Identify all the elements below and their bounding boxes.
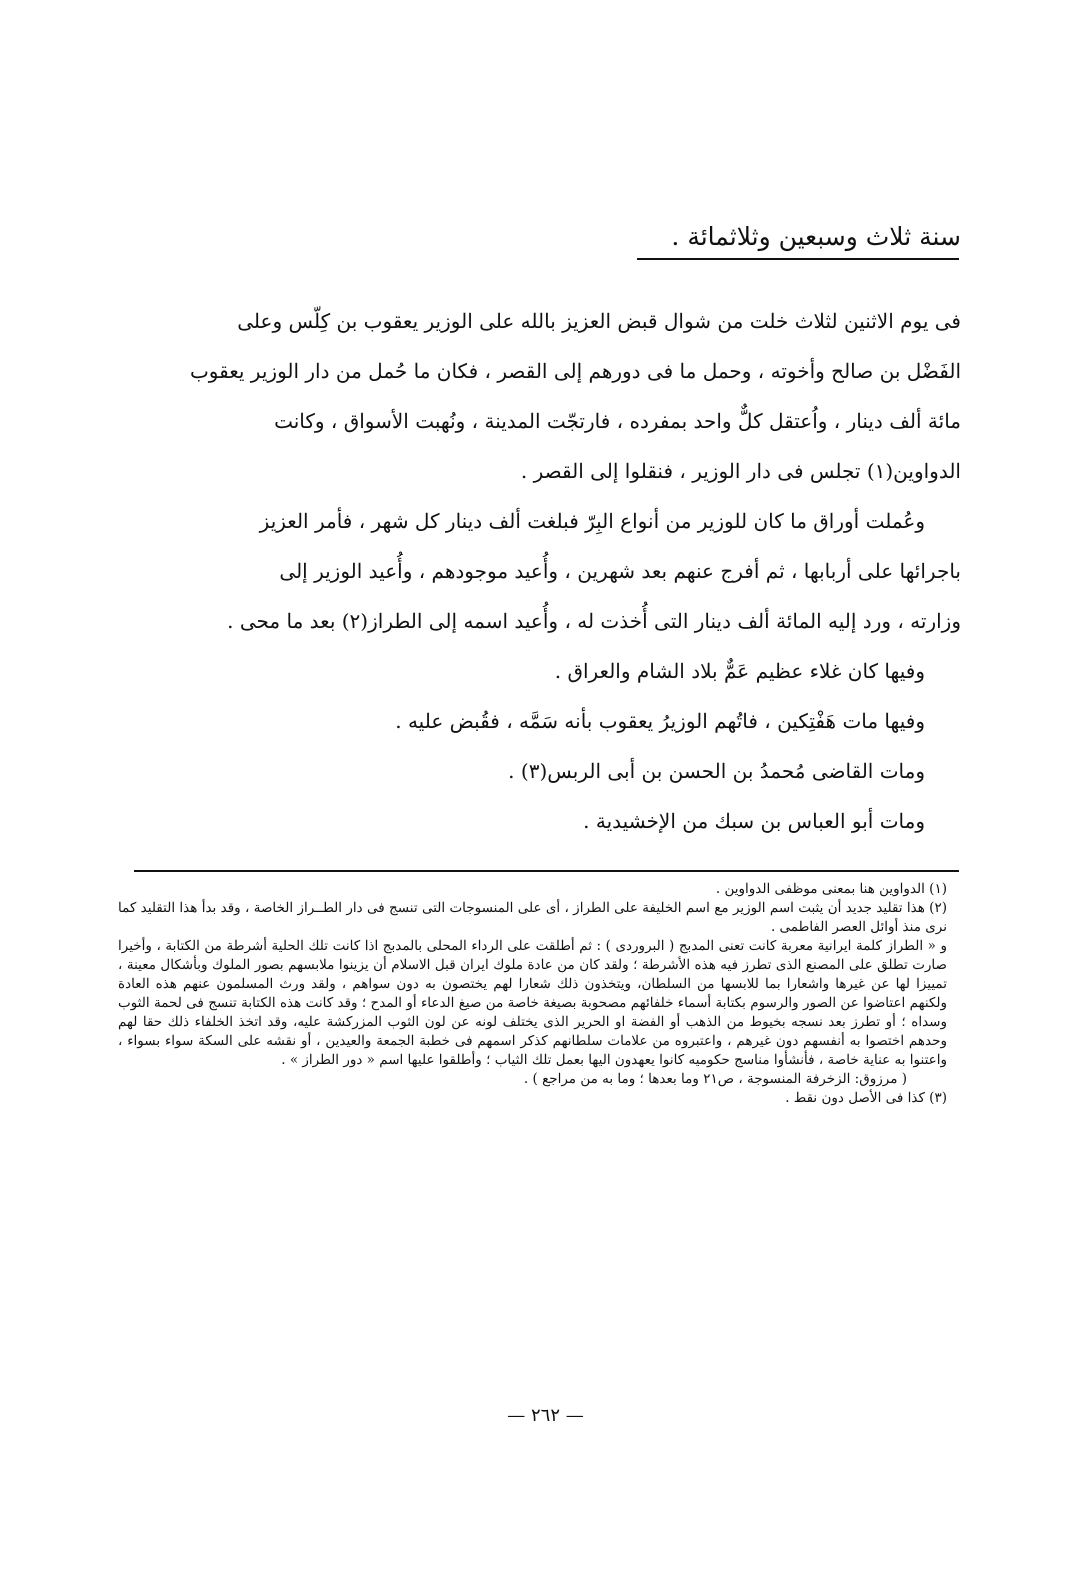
- footnote-2: (٢) هذا تقليد جديد أن يثبت اسم الوزير مع اسم الخليفة على الطراز ، أى على المنسوجات التى تنسج فى دار الطــراز الخاصة ، وقد بدأ هذا التقليد كما نرى منذ أوائل العصر الفاطمى .: [118, 900, 947, 935]
- footnotes: [118, 880, 961, 1108]
- text-line: الفَضْل بن صالح وأخوته ، وحمل ما فى دورهم إلى القصر ، فكان ما حُمل من دار الوزير يعقوب: [189, 359, 961, 383]
- footnote-2-tiraz: و « الطراز كلمة ايرانية معربة كانت تعنى المدبج ( البروردى ) : ثم أطلقت على الرداء المحلى بالمدبج اذا كانت تلك الحلية أشرطة من الكتابة ، وأخيرا صارت تطلق على المصنع الذى تطرز فيه هذه الأشرطة ؛ ولقد كان من عادة ملوك ايران قبل الاسلام أن يزينوا ملابسهم بصور الملوك وبأشكال معينة ، تمييزا لها عن غيرها واشعارا بما للابسها من السلطان، ويتخذون ذلك شعارا لهم يختصون به دون سواهم ، ولقد ورث المسلمون عنهم هذه العادة ولكنهم اعتاضوا عن الصور والرسوم بكتابة أسماء خلفائهم مصحوبة بصيغة خاصة من صيغ الدعاء أو المدح ؛ وقد كانت هذه الكتابة تنسج فى لحمة الثوب وسداه ؛ أو تطرز بعد نسجه بخيوط من الذهب أو الفضة او الحرير الذى يختلف لونه عن لون الثوب المزركشة عليه، وقد اتخذ الخلفاء ذلك حقا لهم وحدهم اختصوا به أنفسهم دون غيرهم ، واعتبروه من علامات سلطانهم كذكر اسمهم فى خطبة الجمعة والعيدين ، أو نقشه على السكة سواء بسواء ، واعتنوا به عناية خاصة ، فأنشأوا مناسج حكوميه كانوا يعهدون اليها بعمل تلك الثياب ؛ وأطلقوا عليها اسم « دور الطراز » .: [118, 938, 947, 1068]
- text-line: وفيها مات هَفْتِكين ، فاتُهم الوزيرُ يعقوب بأنه سَمَّه ، فقُبض عليه .: [395, 709, 925, 733]
- text-line: وعُملت أوراق ما كان للوزير من أنواع البِرّ فبلغت ألف دينار كل شهر ، فأمر العزيز: [259, 509, 925, 533]
- text-line: وزارته ، ورد إليه المائة ألف دينار التى أُخذت له ، وأُعيد اسمه إلى الطراز(٢) بعد ما محى .: [227, 609, 961, 633]
- footnote-3: (٣) كذا فى الأصل دون نقط .: [785, 1090, 947, 1106]
- heading-underline: [637, 258, 959, 260]
- section-heading: سنة ثلاث وسبعين وثلاثمائة .: [671, 222, 961, 251]
- main-text: [118, 296, 961, 846]
- text-line: باجرائها على أربابها ، ثم أفرج عنهم بعد شهرين ، وأُعيد موجودهم ، وأُعيد الوزير إلى: [279, 559, 961, 583]
- text-line: ومات القاضى مُحمدُ بن الحسن بن أبى الربس(٣) .: [508, 759, 925, 783]
- text-line: الدواوين(١) تجلس فى دار الوزير ، فنقلوا إلى القصر .: [520, 459, 961, 483]
- page-number: — ٢٦٢ —: [507, 1405, 584, 1426]
- footnote-1: (١) الدواوين هنا بمعنى موظفى الدواوين .: [715, 881, 947, 897]
- text-line: ومات أبو العباس بن سبك من الإخشيدية .: [583, 809, 925, 833]
- text-line: فى يوم الاثنين لثلاث خلت من شوال قبض العزيز بالله على الوزير يعقوب بن كِلّس وعلى: [237, 309, 961, 333]
- text-line: وفيها كان غلاء عظيم عَمٌّ بلاد الشام والعراق .: [554, 659, 925, 683]
- footnote-separator: [134, 870, 959, 872]
- footnote-2-reference: ( مرزوق: الزخرفة المنسوجة ، ص٢١ وما بعدها ؛ وما به من مراجع ) .: [523, 1071, 907, 1087]
- text-line: مائة ألف دينار ، واُعتقل كلٌّ واحد بمفرده ، فارتجّت المدينة ، ونُهبت الأسواق ، وكانت: [274, 409, 961, 433]
